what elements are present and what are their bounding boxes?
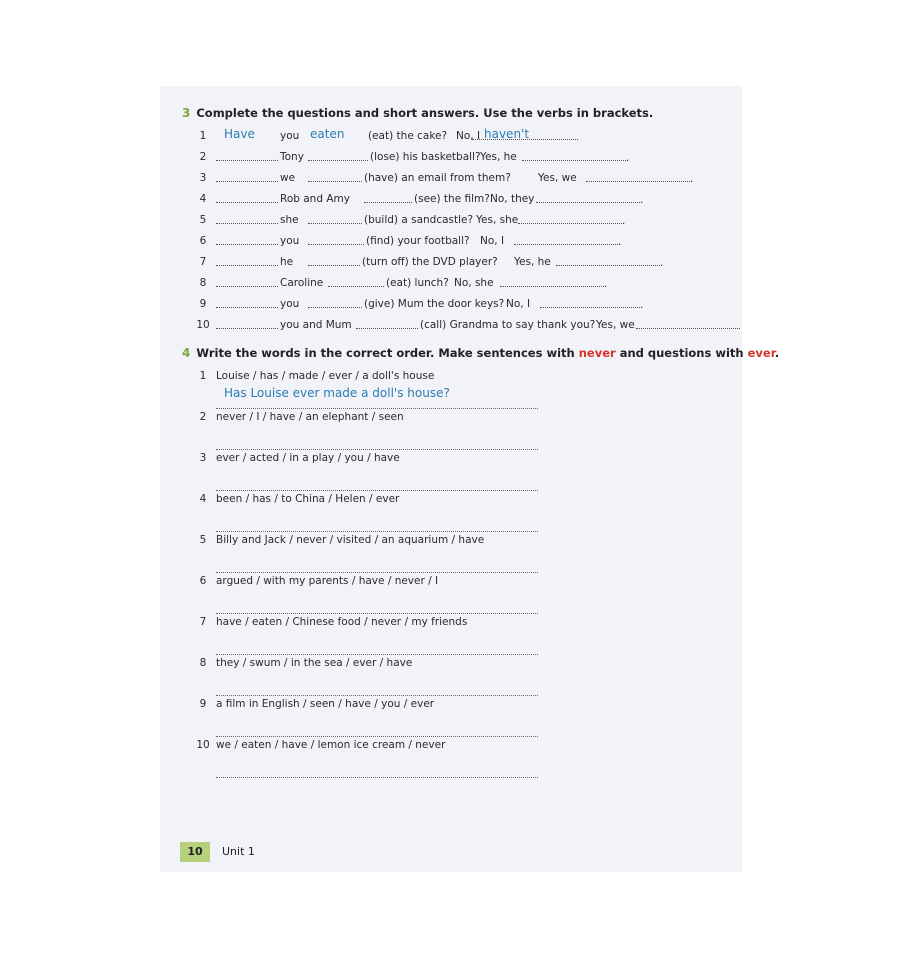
ex3-row: 7 he (turn off) the DVD player? Yes, he . [199,256,664,269]
answer-blank[interactable] [308,149,368,161]
answer-blank[interactable] [536,191,640,203]
answer-line[interactable] [216,521,538,532]
answer-line[interactable] [216,726,538,737]
answer-blank[interactable] [514,233,618,245]
answer-line[interactable] [216,439,538,450]
answer-blank[interactable] [308,233,364,245]
ex3-row: 5 she (build) a sandcastle? Yes, she . [199,214,626,227]
answer-blank[interactable] [636,317,740,329]
answer-blank[interactable] [216,254,278,266]
answer-line[interactable] [216,644,538,655]
ex4-item: 8 they / swum / in the sea / ever / have [196,657,546,697]
answer-blank[interactable] [216,170,278,182]
answer-blank[interactable] [216,233,278,245]
ex3-row: 6 you (find) your football? No, I . [199,235,622,248]
answer-blank[interactable] [308,170,362,182]
ex4-item: 3 ever / acted / in a play / you / have [196,452,546,492]
answer-line[interactable] [216,398,538,409]
answer-blank[interactable] [216,149,278,161]
ex3-row: 8 Caroline (eat) lunch? No, she . [199,277,608,290]
ex3-row: 1 Have you eaten (eat) the cake? No, I haven't [196,128,736,144]
ex4-item: 1 Louise / has / made / ever / a doll's house Has Louise ever made a doll's house? [196,370,546,410]
answer-blank[interactable] [364,191,412,203]
answer-line[interactable] [216,685,538,696]
handwritten-answer: haven't [484,127,530,141]
answer-blank[interactable] [500,275,604,287]
answer-blank[interactable] [328,275,384,287]
answer-blank[interactable] [216,212,278,224]
answer-blank[interactable] [308,254,360,266]
ex4-item: 4 been / has / to China / Helen / ever [196,493,546,533]
answer-blank[interactable] [216,191,278,203]
exercise-3-title: 3 Complete the questions and short answers. Use the verbs in brackets. [182,106,654,120]
answer-blank[interactable] [518,212,622,224]
answer-blank[interactable] [556,254,660,266]
answer-line[interactable] [216,603,538,614]
ex4-item: 6 argued / with my parents / have / never / I [196,575,546,615]
ex4-item: 10 we / eaten / have / lemon ice cream / never [196,739,546,779]
answer-blank[interactable] [308,296,362,308]
handwritten-answer: eaten [310,127,345,141]
answer-line[interactable] [216,480,538,491]
ex3-row: 10 you and Mum (call) Grandma to say thank you? Yes, we [196,317,742,333]
answer-blank[interactable] [216,296,278,308]
ex3-row: 3 we (have) an email from them? Yes, we . [199,172,694,185]
handwritten-answer: Have [224,127,255,141]
answer-line[interactable] [216,562,538,573]
exercise-4-number: 4 [182,346,191,360]
answer-blank[interactable] [308,212,362,224]
answer-blank[interactable] [356,317,418,329]
workbook-page [160,86,780,872]
answer-blank[interactable] [586,170,690,182]
page-number-badge: 10 [180,842,210,862]
ex3-row: 2 Tony (lose) his basketball? Yes, he . [199,151,630,164]
handwritten-answer: Has Louise ever made a doll's house? [224,386,450,400]
ex4-item: 9 a film in English / seen / have / you / ever [196,698,546,738]
exercise-3-number: 3 [182,106,191,120]
answer-blank[interactable] [522,149,626,161]
answer-line[interactable] [216,767,538,778]
unit-label: Unit 1 [222,845,255,858]
answer-blank[interactable] [216,317,278,329]
ex4-item: 5 Billy and Jack / never / visited / an aquarium / have [196,534,546,574]
ex3-row: 9 you (give) Mum the door keys? No, I . [199,298,644,311]
answer-blank[interactable] [216,275,278,287]
answer-blank[interactable] [540,296,640,308]
exercise-4-title: 4 Write the words in the correct order. Make sentences with never and questions with ever. [182,346,780,360]
ex4-item: 7 have / eaten / Chinese food / never / my friends [196,616,546,656]
ex3-row: 4 Rob and Amy (see) the film? No, they . [199,193,644,206]
ex4-item: 2 never / I / have / an elephant / seen [196,411,546,451]
